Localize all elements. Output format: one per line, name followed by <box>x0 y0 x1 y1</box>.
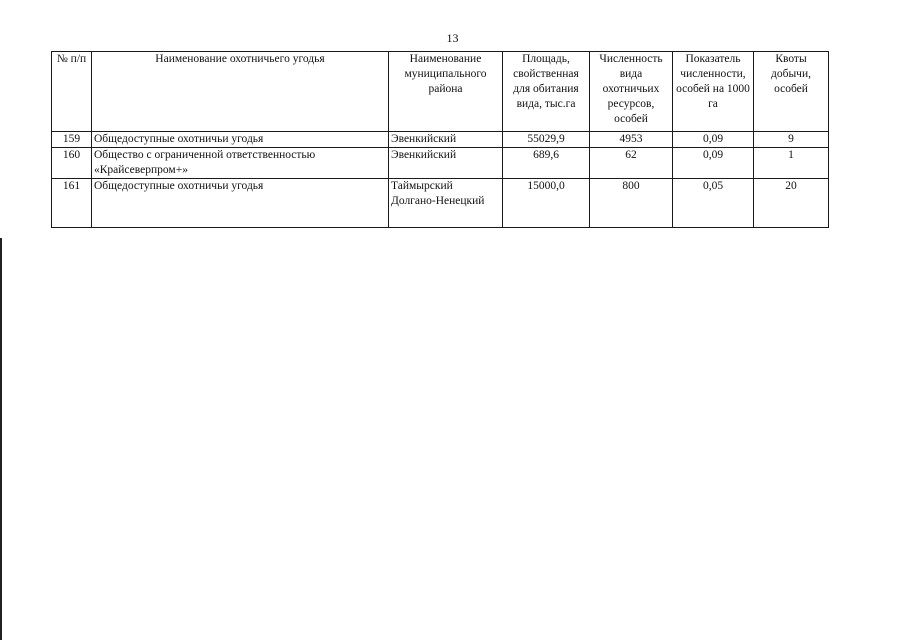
header-num: № п/п <box>52 52 92 132</box>
cell-area: 689,6 <box>503 148 590 179</box>
cell-population: 62 <box>590 148 673 179</box>
cell-quota: 1 <box>754 148 829 179</box>
cell-density: 0,09 <box>673 132 754 148</box>
header-population: Численность вида охотничьих ресурсов, особей <box>590 52 673 132</box>
cell-quota: 9 <box>754 132 829 148</box>
scan-edge-line <box>0 238 2 640</box>
cell-name: Общедоступные охотничьи угодья <box>92 132 389 148</box>
header-density: Показатель численности, особей на 1000 га <box>673 52 754 132</box>
cell-district: Эвенкийский <box>389 148 503 179</box>
cell-name: Общество с ограниченной ответственностью «Крайсеверпром+» <box>92 148 389 179</box>
table-header-row <box>52 52 829 132</box>
cell-area: 15000,0 <box>503 179 590 228</box>
header-district: Наименование муниципального района <box>389 52 503 132</box>
cell-population: 4953 <box>590 132 673 148</box>
cell-num: 160 <box>52 148 92 179</box>
header-quota: Квоты добычи, особей <box>754 52 829 132</box>
cell-density: 0,09 <box>673 148 754 179</box>
header-area: Площадь, свойственная для обитания вида, тыс.га <box>503 52 590 132</box>
cell-district: Эвенкийский <box>389 132 503 148</box>
page-number: 13 <box>446 31 459 45</box>
table-row <box>52 179 829 228</box>
cell-num: 159 <box>52 132 92 148</box>
cell-population: 800 <box>590 179 673 228</box>
header-name: Наименование охотничьего угодья <box>92 52 389 132</box>
table-row <box>52 148 829 179</box>
cell-density: 0,05 <box>673 179 754 228</box>
cell-area: 55029,9 <box>503 132 590 148</box>
cell-quota: 20 <box>754 179 829 228</box>
cell-district: Таймырский Долгано-Ненецкий <box>389 179 503 228</box>
cell-name: Общедоступные охотничьи угодья <box>92 179 389 228</box>
cell-num: 161 <box>52 179 92 228</box>
table-row <box>52 132 829 148</box>
hunting-quota-table <box>51 51 829 228</box>
